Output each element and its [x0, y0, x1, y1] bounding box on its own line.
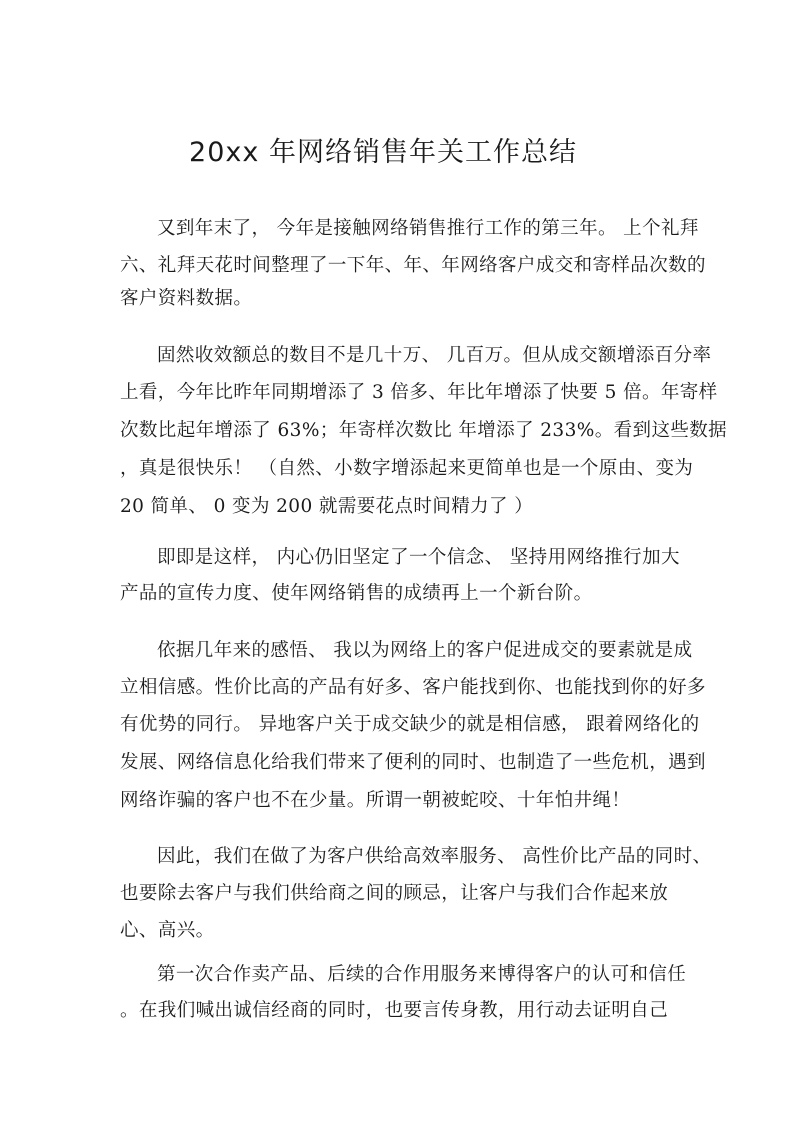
- paragraph-line: 次数比起年增添了 63%；年寄样次数比 年增添了 233%。看到这些数据: [120, 420, 728, 441]
- paragraph-line: 20 简单、 0 变为 200 就需要花点时间精力了 ）: [120, 496, 534, 517]
- paragraph-line: 客户资料数据。: [120, 288, 253, 309]
- paragraph-line: 依据几年来的感悟、 我以为网络上的客户促进成交的要素就是成: [157, 640, 693, 661]
- paragraph-line: 产品的宣传力度、使年网络销售的成绩再上一个新台阶。: [120, 583, 593, 604]
- document-title: 20xx 年网络销售年关工作总结: [189, 137, 577, 168]
- paragraph-line: 发展、网络信息化给我们带来了便利的同时、也制造了一些危机，遇到: [120, 752, 706, 773]
- paragraph-line: 即即是这样， 内心仍旧坚定了一个信念、 坚持用网络推行加大: [157, 547, 680, 568]
- paragraph-line: ，真是很快乐！ （自然、小数字增添起来更简单也是一个原由、变为: [120, 458, 694, 479]
- paragraph-line: 因此，我们在做了为客户供给高效率服务、 高性价比产品的同时、: [157, 846, 712, 867]
- paragraph-line: 。在我们喊出诚信经商的同时，也要言传身教，用行动去证明自己: [120, 1000, 669, 1021]
- paragraph-line: 立相信感。性价比高的产品有好多、客户能找到你、也能找到你的好多: [120, 677, 706, 698]
- paragraph-line: 也要除去客户与我们供给商之间的顾忌，让客户与我们合作起来放: [120, 883, 669, 904]
- paragraph-line: 心、高兴。: [120, 920, 215, 941]
- paragraph-line: 六、礼拜天花时间整理了一下年、年、年网络客户成交和寄样品次数的: [120, 255, 706, 276]
- paragraph-line: 又到年末了， 今年是接触网络销售推行工作的第三年。 上个礼拜: [157, 218, 699, 239]
- paragraph-line: 网络诈骗的客户也不在少量。所谓一朝被蛇咬、十年怕井绳！: [120, 790, 631, 811]
- paragraph-line: 有优势的同行。 异地客户关于成交缺少的就是相信感， 跟着网络化的: [120, 714, 700, 735]
- paragraph-line: 第一次合作卖产品、后续的合作用服务来博得客户的认可和信任: [157, 964, 687, 985]
- paragraph-line: 上看，今年比昨年同期增添了 3 倍多、年比年增添了快要 5 倍。年寄样: [120, 382, 718, 403]
- paragraph-line: 固然收效额总的数目不是几十万、 几百万。但从成交额增添百分率: [157, 345, 712, 366]
